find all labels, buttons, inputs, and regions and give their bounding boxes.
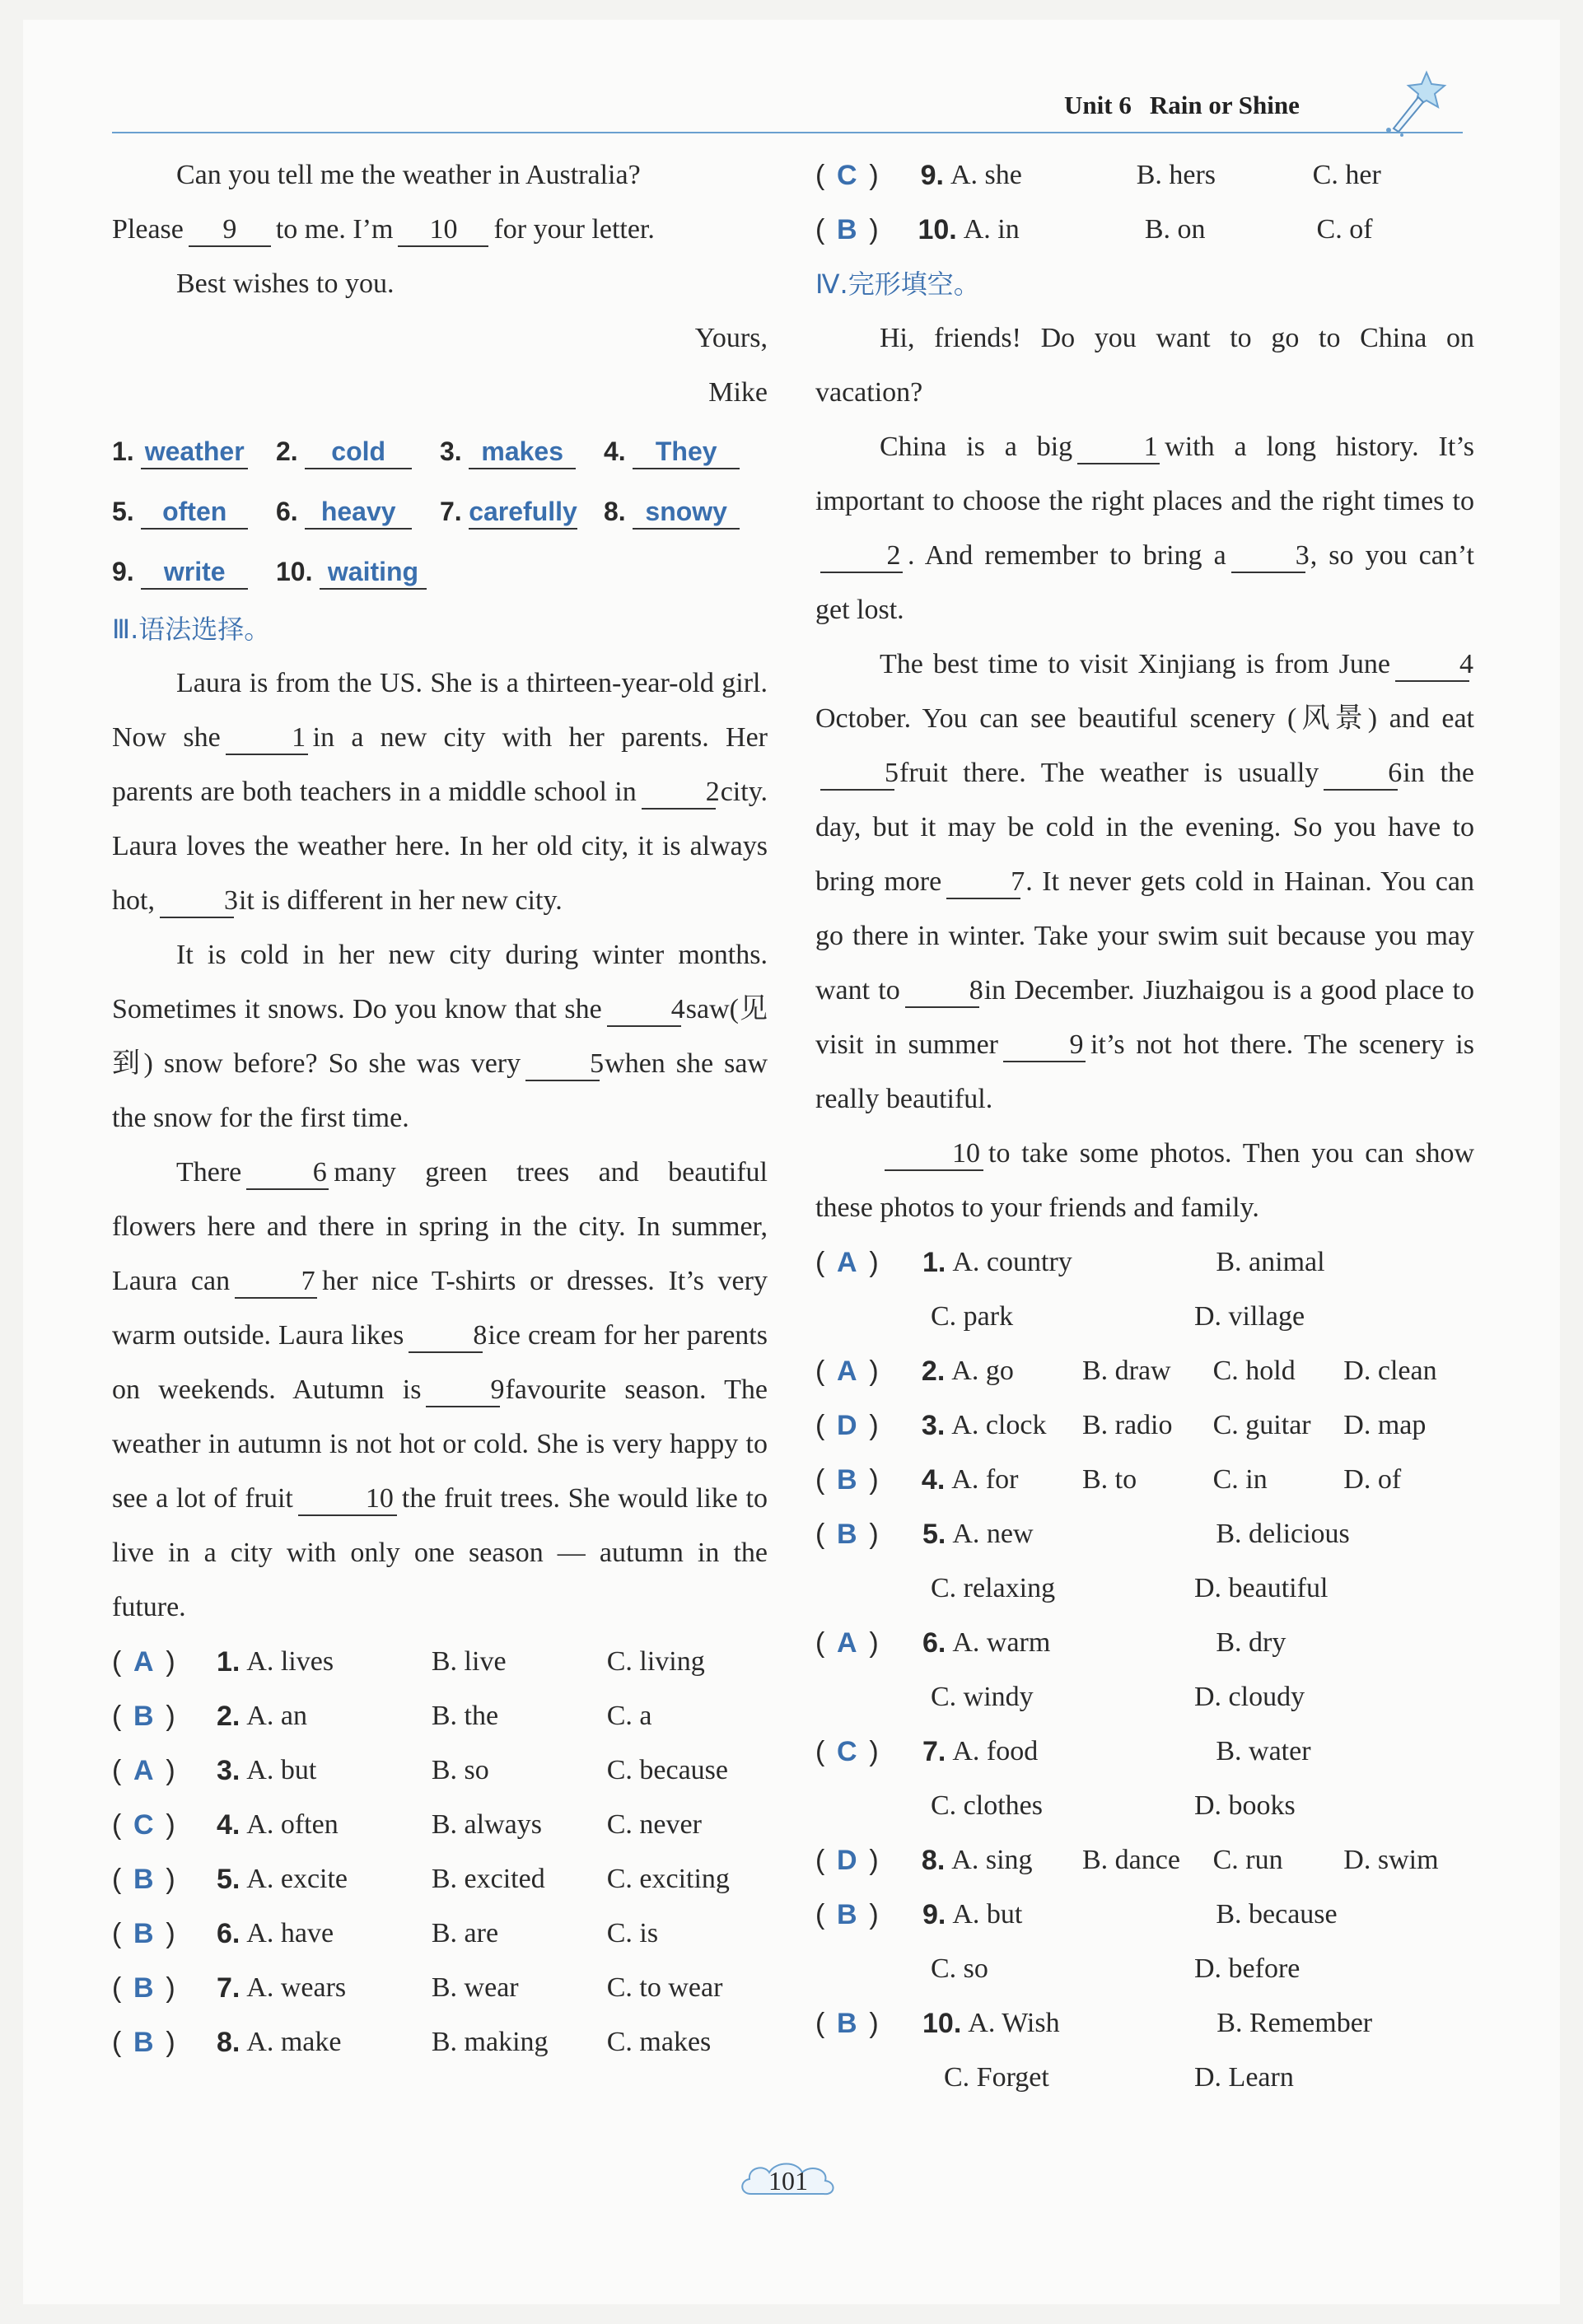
- question-row: ( A ) 1. A. country B. animal C. park D. village: [815, 1247, 1325, 1332]
- question-row: ( B ) 9. A. but B. because C. so D. before: [815, 1899, 1338, 1984]
- question-row: ( D ) 8. A. sing B. dance C. run D. swim: [815, 1845, 1439, 1876]
- answer-list: [112, 422, 768, 602]
- answer-item: 5. often: [112, 482, 276, 542]
- answer-item: 1. weather: [112, 422, 276, 482]
- right-column: [815, 148, 1474, 2105]
- question-row: ( B ) 4. A. for B. to C. in D. of: [815, 1464, 1402, 1496]
- answer-item: 4. They: [604, 422, 768, 482]
- question-row: ( B ) 8. A. make B. making C. makes: [112, 2027, 712, 2058]
- question-row: ( C ) 7. A. food B. water C. clothes D. books: [815, 1736, 1311, 1821]
- question-row: ( C ) 4. A. often B. always C. never: [112, 1809, 702, 1841]
- question-row: ( B ) 7. A. wears B. wear C. to wear: [112, 1972, 723, 2004]
- letter-line-2: Please 9 to me. I’m 10 for your letter.: [112, 203, 768, 257]
- passage-paragraph: The best time to visit Xinjiang is from June 4October. You can see beautiful scenery (风景) and eat5fruit there. The weather is usually 6in the day, but it may be cold in the evening. So you have to bring more 7. It never gets cold in Hainan. You can go there in winter. Take your swim suit because you may want to 8in December. Jiuzhaigou is a good place to visit in summer 9 it’s not hot there. The scenery is really beautiful.: [815, 649, 1474, 1114]
- header-rule: [112, 132, 1463, 133]
- answer-item: 2. cold: [276, 422, 440, 482]
- passage-paragraph: Hi, friends! Do you want to go to China on vacation?: [815, 323, 1474, 408]
- question-row: ( A ) 3. A. but B. so C. because: [112, 1755, 729, 1786]
- question-row: ( A ) 2. A. go B. draw C. hold D. clean: [815, 1356, 1437, 1387]
- unit-title: Rain or Shine: [1149, 91, 1300, 119]
- question-list: [112, 1635, 768, 2070]
- question-row: ( D ) 3. A. clock B. radio C. guitar D. map: [815, 1410, 1427, 1441]
- letter-line-3: Best wishes to you.: [176, 268, 395, 299]
- question-row: ( B ) 10. A. in B. on C. of: [815, 214, 1373, 245]
- question-row: ( A ) 6. A. warm B. dry C. windy D. cloudy: [815, 1627, 1305, 1712]
- unit-header: [1064, 91, 1318, 120]
- question-row: ( B ) 2. A. an B. the C. a: [112, 1701, 652, 1732]
- passage-paragraph: There 6 many green trees and beautiful flowers here and there in spring in the city. In summer, Laura can 7 her nice T-shirts or dresses. It’s very warm outside. Laura likes 8ice cream for her parents on weekends. Autumn is 9favourite season. The weather in autumn is not hot or cold. She is very happy to see a lot of fruit 10 the fruit trees. She would like to live in a city with only one season — autumn in the future.: [112, 1157, 768, 1622]
- answer-item: 6. heavy: [276, 482, 440, 542]
- question-row: ( B ) 10. A. Wish B. Remember C. Forget D. Learn: [815, 2008, 1373, 2093]
- question-row: ( B ) 6. A. have B. are C. is: [112, 1918, 659, 1949]
- question-row: ( A ) 1. A. lives B. live C. living: [112, 1646, 705, 1678]
- left-column: [112, 148, 768, 2070]
- answer-item: 7. carefully: [440, 482, 604, 542]
- pen-star-icon: [1377, 64, 1451, 138]
- answer-item: 9. write: [112, 542, 276, 602]
- passage-paragraph: China is a big 1 with a long history. It’s important to choose the right places and the right times to2 . And remember to bring a 3, so you can’t get lost.: [815, 432, 1474, 625]
- passage-paragraph: It is cold in her new city during winter months. Sometimes it snows. Do you know that she 4saw(见到) snow before? So she was very 5when she saw the snow for the first time.: [112, 940, 768, 1133]
- answer-item: 10. waiting: [276, 542, 440, 602]
- section-4-title: Ⅳ.完形填空。: [815, 268, 980, 300]
- letter-signature: Mike: [708, 377, 768, 408]
- unit-label: Unit 6: [1064, 91, 1132, 119]
- section-3-title: Ⅲ.语法选择。: [112, 614, 271, 645]
- answer-item: 8. snowy: [604, 482, 768, 542]
- passage-paragraph: Laura is from the US. She is a thirteen-year-old girl. Now she 1 in a new city with her parents. Her parents are both teachers in a middle school in 2city. Laura loves the weather here. In her old city, it is always hot, 3it is different in her new city.: [112, 656, 768, 928]
- question-row: ( C ) 9. A. she B. hers C. her: [815, 160, 1381, 191]
- question-row: ( B ) 5. A. new B. delicious C. relaxing D. beautiful: [815, 1519, 1350, 1603]
- page-number: 101: [768, 2166, 808, 2196]
- letter-closing: Yours,: [694, 323, 768, 353]
- question-row: ( B ) 5. A. excite B. excited C. exciting: [112, 1864, 730, 1895]
- question-list: [815, 1235, 1474, 2105]
- letter-line-1: Can you tell me the weather in Australia?: [176, 160, 641, 190]
- passage-paragraph: 10 to take some photos. Then you can show these photos to your friends and family.: [815, 1138, 1474, 1223]
- answer-item: 3. makes: [440, 422, 604, 482]
